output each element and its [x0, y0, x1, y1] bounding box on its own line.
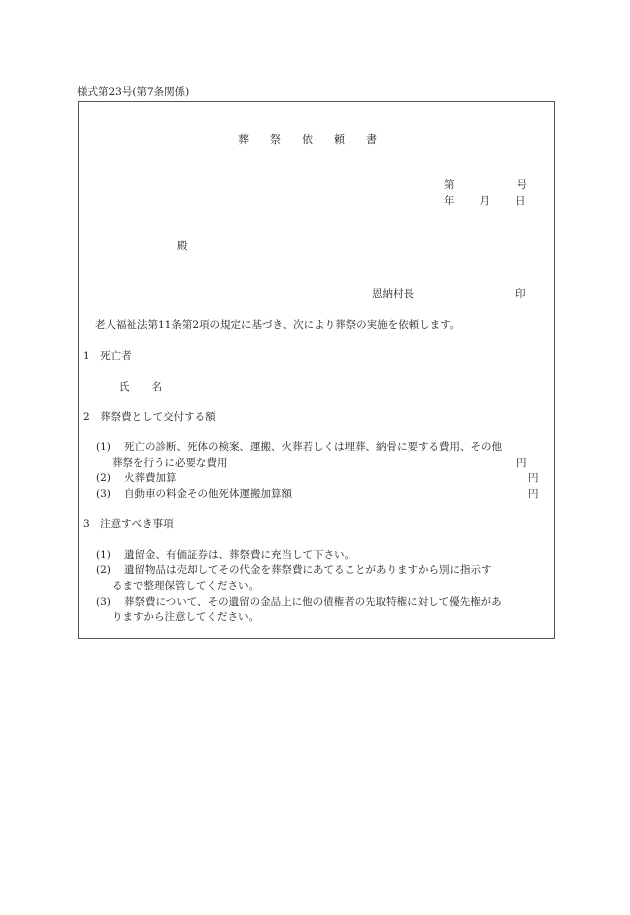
section3-item-continuation: るまで整理保管してください。 — [112, 580, 259, 592]
section2-item-number: (1) — [96, 441, 111, 453]
section2-item-continuation: 葬祭を行うに必要な費用 — [112, 457, 228, 469]
section2-item-unit: 円 — [516, 457, 527, 469]
section2-heading: 2 葬祭費として交付する額 — [83, 411, 216, 423]
section1-heading: 1 死亡者 — [83, 350, 132, 362]
title-char: 葬 — [238, 133, 249, 146]
title-char: 頼 — [334, 133, 345, 146]
section3-heading: 3 注意すべき事項 — [83, 518, 174, 530]
date-line — [444, 195, 526, 208]
issuer-name: 恩納村長 — [372, 288, 414, 300]
number-prefix: 第 — [444, 179, 455, 191]
section2-item-number: (3) — [96, 488, 111, 500]
section2-item-text: 死亡の診断、死体の検案、運搬、火葬若しくは埋葬、納骨に要する費用、その他 — [124, 441, 502, 453]
document-title — [238, 133, 377, 146]
title-char: 依 — [302, 133, 313, 146]
date-year: 年 — [444, 195, 455, 207]
document-number-line — [444, 179, 527, 192]
section3-item-number: (2) — [96, 564, 111, 576]
deceased-name-label — [119, 381, 162, 394]
name-label-char: 氏 — [119, 381, 130, 393]
date-day: 日 — [515, 195, 526, 207]
section3-item-text: 葬祭費について、その遺留の金品上に他の債権者の先取特権に対して優先権があ — [124, 596, 502, 608]
section3-item-continuation: りますから注意してください。 — [112, 611, 259, 623]
section2-item-unit: 円 — [528, 472, 539, 484]
title-char: 祭 — [270, 133, 281, 146]
date-month: 月 — [479, 195, 490, 207]
section3-item-text: 遺留物品は売却してその代金を葬祭費にあてることがありますから別に指示す — [124, 564, 492, 576]
number-suffix: 号 — [516, 179, 527, 191]
section2-item-text: 自動車の料金その他死体運搬加算額 — [124, 488, 292, 500]
section3-item-text: 遺留金、有価証券は、葬祭費に充当して下さい。 — [124, 549, 355, 561]
section2-item-number: (2) — [96, 472, 111, 484]
section2-item-text: 火葬費加算 — [124, 472, 177, 484]
seal-mark: 印 — [515, 288, 526, 300]
title-char: 書 — [366, 133, 377, 146]
section3-item-number: (3) — [96, 596, 111, 608]
section3-item-number: (1) — [96, 549, 111, 561]
section2-item-unit: 円 — [528, 488, 539, 500]
form-number: 様式第23号(第7条関係) — [77, 86, 190, 98]
intro-text: 老人福祉法第11条第2項の規定に基づき、次により葬祭の実施を依頼します。 — [95, 319, 461, 331]
name-label-char: 名 — [151, 381, 162, 393]
addressee-suffix: 殿 — [177, 240, 188, 252]
